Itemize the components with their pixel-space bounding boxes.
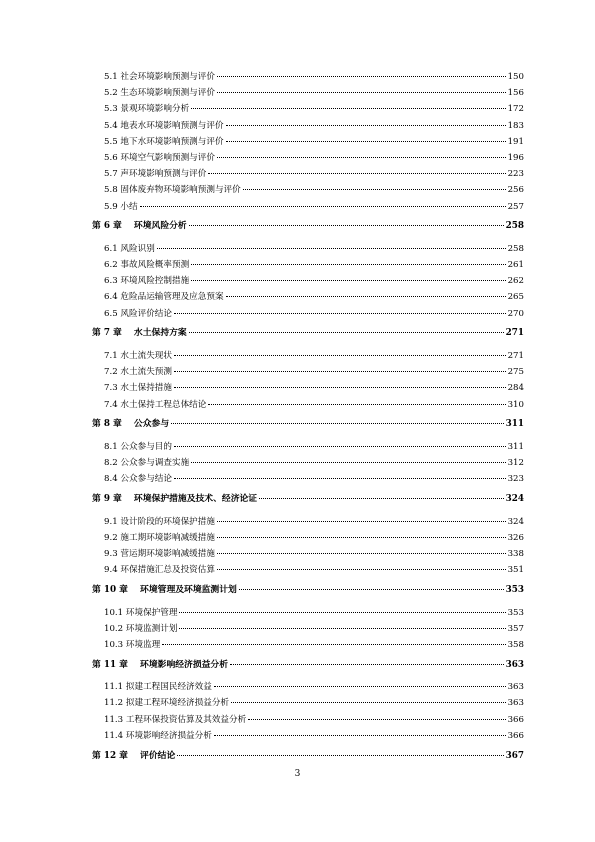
toc-entry-label: [104, 400, 206, 411]
toc-entry-title: 风险识别: [120, 243, 155, 254]
toc-page-number: 366: [507, 714, 524, 725]
toc-entry-number: 5.4: [104, 120, 118, 131]
toc-entry-title: 地下水环境影响预测与评价: [120, 136, 224, 147]
table-of-contents: [92, 72, 524, 773]
toc-entry-label: [92, 660, 228, 671]
toc-entry-title: 水土保持措施: [120, 383, 172, 394]
toc-entry-label: [92, 328, 187, 339]
toc-entry-title: 公众参与: [133, 419, 170, 430]
toc-page-number: 265: [507, 292, 524, 303]
toc-page-number: 353: [507, 607, 524, 618]
toc-entry-number: 5.9: [104, 201, 118, 212]
toc-page-number: 311: [505, 419, 524, 430]
dot-leader: [259, 498, 504, 499]
toc-entry-label: [104, 185, 241, 196]
toc-chapter-entry[interactable]: [92, 585, 524, 600]
dot-leader: [208, 173, 505, 174]
toc-entry-label: [104, 715, 246, 726]
toc-entry-label: [104, 153, 215, 164]
toc-entry-title: 拟建工程国民经济效益: [125, 682, 212, 693]
toc-entry-label: [104, 458, 189, 469]
toc-entry-title: 水土保持方案: [133, 328, 187, 339]
toc-entry-label: [104, 260, 189, 271]
toc-entry-label: [104, 565, 215, 576]
toc-section-entry[interactable]: [92, 367, 524, 383]
toc-entry-number: 10.1: [104, 607, 124, 618]
toc-entry-number: 5.7: [104, 169, 118, 180]
toc-entry-label: [104, 474, 172, 485]
toc-entry-title: 公众参与目的: [120, 441, 172, 452]
toc-page-number: 367: [505, 750, 524, 761]
toc-section-entry[interactable]: [92, 442, 524, 458]
toc-page-number: 257: [507, 201, 524, 212]
dot-leader: [230, 664, 504, 665]
toc-section-entry[interactable]: [92, 715, 524, 731]
dot-leader: [239, 589, 504, 590]
toc-entry-label: [104, 549, 215, 560]
toc-page-number: 191: [507, 136, 524, 147]
toc-entry-label: [104, 383, 172, 394]
toc-entry-label: [104, 533, 215, 544]
toc-section-entry[interactable]: [92, 169, 524, 185]
toc-section-entry[interactable]: [92, 608, 524, 624]
toc-entry-title: 景观环境影响分析: [120, 104, 190, 115]
toc-chapter-entry[interactable]: [92, 419, 524, 434]
toc-page-number: 284: [507, 383, 524, 394]
dot-leader: [174, 478, 506, 479]
toc-entry-number: 7.3: [104, 383, 118, 394]
toc-entry-number: 第 10 章: [92, 584, 128, 595]
toc-entry-title: 环境风险分析: [133, 221, 187, 232]
toc-page-number: 261: [507, 260, 524, 271]
toc-section-entry[interactable]: [92, 104, 524, 120]
toc-entry-number: 5.8: [104, 185, 118, 196]
toc-entry-label: [104, 244, 155, 255]
toc-entry-title: 水土流失现状: [120, 350, 172, 361]
toc-entry-label: [92, 419, 169, 430]
toc-page-number: 312: [507, 458, 524, 469]
dot-leader: [177, 755, 503, 756]
toc-page-number: 271: [507, 350, 524, 361]
dot-leader: [217, 92, 506, 93]
toc-entry-title: 拟建工程环境经济损益分析: [125, 698, 230, 709]
toc-entry-label: [104, 698, 229, 709]
toc-entry-number: 11.1: [104, 682, 124, 693]
toc-section-entry[interactable]: [92, 309, 524, 325]
toc-entry-number: 11.3: [104, 714, 124, 725]
toc-entry-label: [104, 292, 224, 303]
toc-entry-title: 环境空气影响预测与评价: [120, 152, 215, 163]
dot-leader: [217, 157, 506, 158]
toc-entry-number: 5.2: [104, 88, 118, 99]
dot-leader: [179, 612, 505, 613]
toc-entry-label: [104, 137, 224, 148]
dot-leader: [157, 248, 506, 249]
toc-entry-label: [104, 624, 177, 635]
toc-section-entry[interactable]: [92, 88, 524, 104]
toc-section-entry[interactable]: [92, 244, 524, 260]
dot-leader: [243, 189, 506, 190]
toc-page-number: 311: [507, 441, 524, 452]
toc-entry-label: [104, 517, 215, 528]
toc-section-entry[interactable]: [92, 185, 524, 201]
toc-entry-label: [104, 169, 206, 180]
toc-entry-number: 第 11 章: [92, 659, 128, 670]
toc-entry-title: 施工期环境影响减缓措施: [120, 532, 215, 543]
toc-entry-label: [104, 682, 212, 693]
toc-entry-title: 生态环境影响预测与评价: [120, 88, 215, 99]
toc-entry-number: 5.5: [104, 136, 118, 147]
toc-entry-number: 8.2: [104, 458, 118, 469]
dot-leader: [214, 686, 506, 687]
toc-entry-title: 环保措施汇总及投资估算: [120, 565, 215, 576]
toc-entry-title: 环境保护措施及技术、经济论证: [133, 494, 258, 505]
toc-section-entry[interactable]: [92, 276, 524, 292]
toc-page-number: 338: [507, 549, 524, 559]
dot-leader: [217, 76, 506, 77]
dot-leader: [191, 280, 505, 281]
toc-section-entry[interactable]: [92, 624, 524, 640]
toc-entry-number: 6.4: [104, 292, 118, 303]
toc-entry-label: [92, 494, 257, 505]
dot-leader: [208, 404, 505, 405]
toc-entry-title: 固体废弃物环境影响预测与评价: [120, 185, 241, 196]
toc-chapter-entry[interactable]: [92, 660, 524, 675]
toc-section-entry[interactable]: [92, 565, 524, 581]
dot-leader: [248, 719, 505, 720]
toc-page-number: 156: [507, 88, 524, 99]
toc-entry-label: [104, 276, 189, 287]
toc-entry-title: 危险品运输管理及应急预案: [120, 292, 224, 303]
toc-entry-title: 环境影响经济损益分析: [125, 730, 212, 741]
dot-leader: [226, 141, 506, 142]
toc-entry-number: 9.4: [104, 565, 118, 576]
toc-section-entry[interactable]: [92, 351, 524, 367]
toc-entry-number: 6.1: [104, 243, 118, 254]
toc-entry-title: 声环境影响预测与评价: [120, 169, 207, 180]
toc-page-number: 363: [505, 659, 524, 670]
toc-entry-number: 第 8 章: [92, 419, 122, 430]
toc-section-entry[interactable]: [92, 549, 524, 565]
toc-page-number: 310: [507, 399, 524, 410]
toc-page-number: 270: [507, 308, 524, 319]
toc-entry-number: 5.1: [104, 72, 118, 82]
toc-entry-title: 地表水环境影响预测与评价: [120, 120, 224, 131]
dot-leader: [217, 569, 506, 570]
toc-entry-label: [104, 202, 138, 213]
toc-page-number: 326: [507, 532, 524, 543]
toc-entry-label: [104, 608, 177, 619]
toc-page-number: 363: [507, 698, 524, 709]
toc-section-entry[interactable]: [92, 400, 524, 416]
dot-leader: [174, 355, 506, 356]
dot-leader: [217, 553, 506, 554]
toc-section-entry[interactable]: [92, 121, 524, 137]
toc-entry-label: [104, 351, 172, 362]
toc-entry-title: 公众参与调查实施: [120, 458, 190, 469]
toc-page-number: 271: [505, 328, 524, 339]
toc-section-entry[interactable]: [92, 640, 524, 656]
toc-section-entry[interactable]: [92, 260, 524, 276]
toc-entry-number: 6.3: [104, 276, 118, 287]
toc-entry-label: [92, 221, 187, 232]
toc-section-entry[interactable]: [92, 458, 524, 474]
toc-entry-label: [104, 640, 160, 651]
page-number: 3: [294, 769, 301, 779]
toc-entry-number: 10.2: [104, 623, 124, 634]
toc-entry-number: 第 7 章: [92, 328, 122, 339]
toc-chapter-entry[interactable]: [92, 328, 524, 343]
toc-page-number: 323: [507, 474, 524, 485]
toc-section-entry[interactable]: [92, 517, 524, 533]
toc-chapter-entry[interactable]: [92, 221, 524, 236]
dot-leader: [174, 387, 506, 388]
toc-entry-title: 环境风险控制措施: [120, 276, 190, 287]
toc-chapter-entry[interactable]: [92, 751, 524, 766]
toc-section-entry[interactable]: [92, 137, 524, 153]
toc-entry-title: 环境影响经济损益分析: [140, 659, 229, 670]
toc-page-number: 258: [505, 221, 524, 232]
toc-section-entry[interactable]: [92, 153, 524, 169]
toc-entry-label: [104, 367, 172, 378]
toc-section-entry[interactable]: [92, 383, 524, 399]
toc-section-entry[interactable]: [92, 292, 524, 308]
toc-entry-title: 水土流失预测: [120, 367, 172, 378]
toc-page-number: 258: [507, 243, 524, 254]
dot-leader: [189, 225, 504, 226]
toc-entry-label: [104, 72, 215, 83]
toc-entry-label: [92, 751, 175, 762]
toc-page-number: 351: [507, 565, 524, 576]
toc-page-number: 223: [507, 169, 524, 180]
toc-page-number: 366: [507, 730, 524, 741]
toc-entry-number: 7.2: [104, 367, 118, 378]
dot-leader: [189, 332, 504, 333]
toc-entry-number: 11.4: [104, 730, 124, 741]
toc-page-number: 275: [507, 367, 524, 378]
toc-entry-number: 8.1: [104, 441, 118, 452]
toc-page-number: 183: [507, 120, 524, 131]
toc-entry-title: 事故风险概率预测: [120, 260, 190, 271]
dot-leader: [231, 702, 506, 703]
toc-entry-number: 9.2: [104, 532, 118, 543]
dot-leader: [174, 446, 506, 447]
dot-leader: [214, 735, 506, 736]
dot-leader: [179, 628, 505, 629]
toc-entry-number: 6.5: [104, 308, 118, 319]
toc-page-number: 150: [507, 72, 524, 82]
toc-entry-label: [104, 309, 172, 320]
toc-entry-title: 水土保持工程总体结论: [120, 399, 207, 410]
toc-section-entry[interactable]: [92, 731, 524, 747]
toc-entry-title: 环境保护管理: [125, 607, 178, 618]
dot-leader: [174, 371, 506, 372]
dot-leader: [174, 313, 506, 314]
toc-entry-number: 第 6 章: [92, 221, 122, 232]
toc-section-entry[interactable]: [92, 698, 524, 714]
toc-section-entry[interactable]: [92, 533, 524, 549]
toc-entry-number: 第 9 章: [92, 494, 122, 505]
toc-entry-number: 5.6: [104, 152, 118, 163]
toc-entry-label: [104, 88, 215, 99]
dot-leader: [191, 264, 505, 265]
toc-entry-title: 工程环保投资估算及其效益分析: [125, 714, 247, 725]
toc-entry-title: 公众参与结论: [120, 474, 172, 485]
toc-page-number: 363: [507, 682, 524, 693]
toc-entry-label: [104, 104, 189, 115]
dot-leader: [217, 537, 506, 538]
toc-section-entry[interactable]: [92, 72, 524, 88]
dot-leader: [226, 125, 506, 126]
toc-section-entry[interactable]: [92, 682, 524, 698]
toc-entry-number: 9.1: [104, 516, 118, 527]
toc-section-entry[interactable]: [92, 474, 524, 490]
toc-entry-title: 评价结论: [140, 750, 176, 761]
toc-page-number: 357: [507, 623, 524, 634]
toc-page-number: 256: [507, 185, 524, 196]
toc-entry-title: 环境管理及环境监测计划: [140, 584, 237, 595]
toc-entry-label: [104, 121, 224, 132]
dot-leader: [217, 521, 506, 522]
toc-page-number: 196: [507, 152, 524, 163]
toc-entry-title: 环境监测计划: [125, 623, 178, 634]
toc-entry-number: 6.2: [104, 260, 118, 271]
toc-entry-label: [104, 442, 172, 453]
toc-entry-number: 7.1: [104, 350, 118, 361]
toc-entry-number: 第 12 章: [92, 750, 128, 761]
dot-leader: [140, 206, 506, 207]
toc-entry-label: [92, 585, 237, 596]
toc-entry-title: 小结: [120, 201, 138, 212]
toc-page-number: 353: [505, 584, 524, 595]
toc-chapter-entry[interactable]: [92, 494, 524, 509]
toc-page-number: 262: [507, 276, 524, 287]
dot-leader: [162, 644, 505, 645]
toc-entry-number: 8.4: [104, 474, 118, 485]
toc-entry-number: 5.3: [104, 104, 118, 115]
dot-leader: [226, 296, 506, 297]
dot-leader: [191, 108, 505, 109]
dot-leader: [191, 462, 505, 463]
dot-leader: [171, 423, 504, 424]
toc-entry-title: 设计阶段的环境保护措施: [120, 516, 215, 527]
toc-entry-title: 风险评价结论: [120, 308, 172, 319]
toc-section-entry[interactable]: [92, 202, 524, 218]
toc-entry-title: 社会环境影响预测与评价: [120, 72, 215, 82]
toc-entry-number: 9.3: [104, 549, 118, 559]
toc-page-number: 324: [507, 516, 524, 527]
toc-entry-number: 10.3: [104, 639, 124, 650]
toc-entry-number: 7.4: [104, 399, 118, 410]
toc-entry-title: 营运期环境影响减缓措施: [120, 549, 215, 559]
toc-entry-label: [104, 731, 212, 742]
toc-page-number: 172: [507, 104, 524, 115]
toc-page-number: 324: [505, 494, 524, 505]
toc-entry-number: 11.2: [104, 698, 124, 709]
toc-entry-title: 环境监理: [125, 639, 161, 650]
toc-page-number: 358: [507, 639, 524, 650]
